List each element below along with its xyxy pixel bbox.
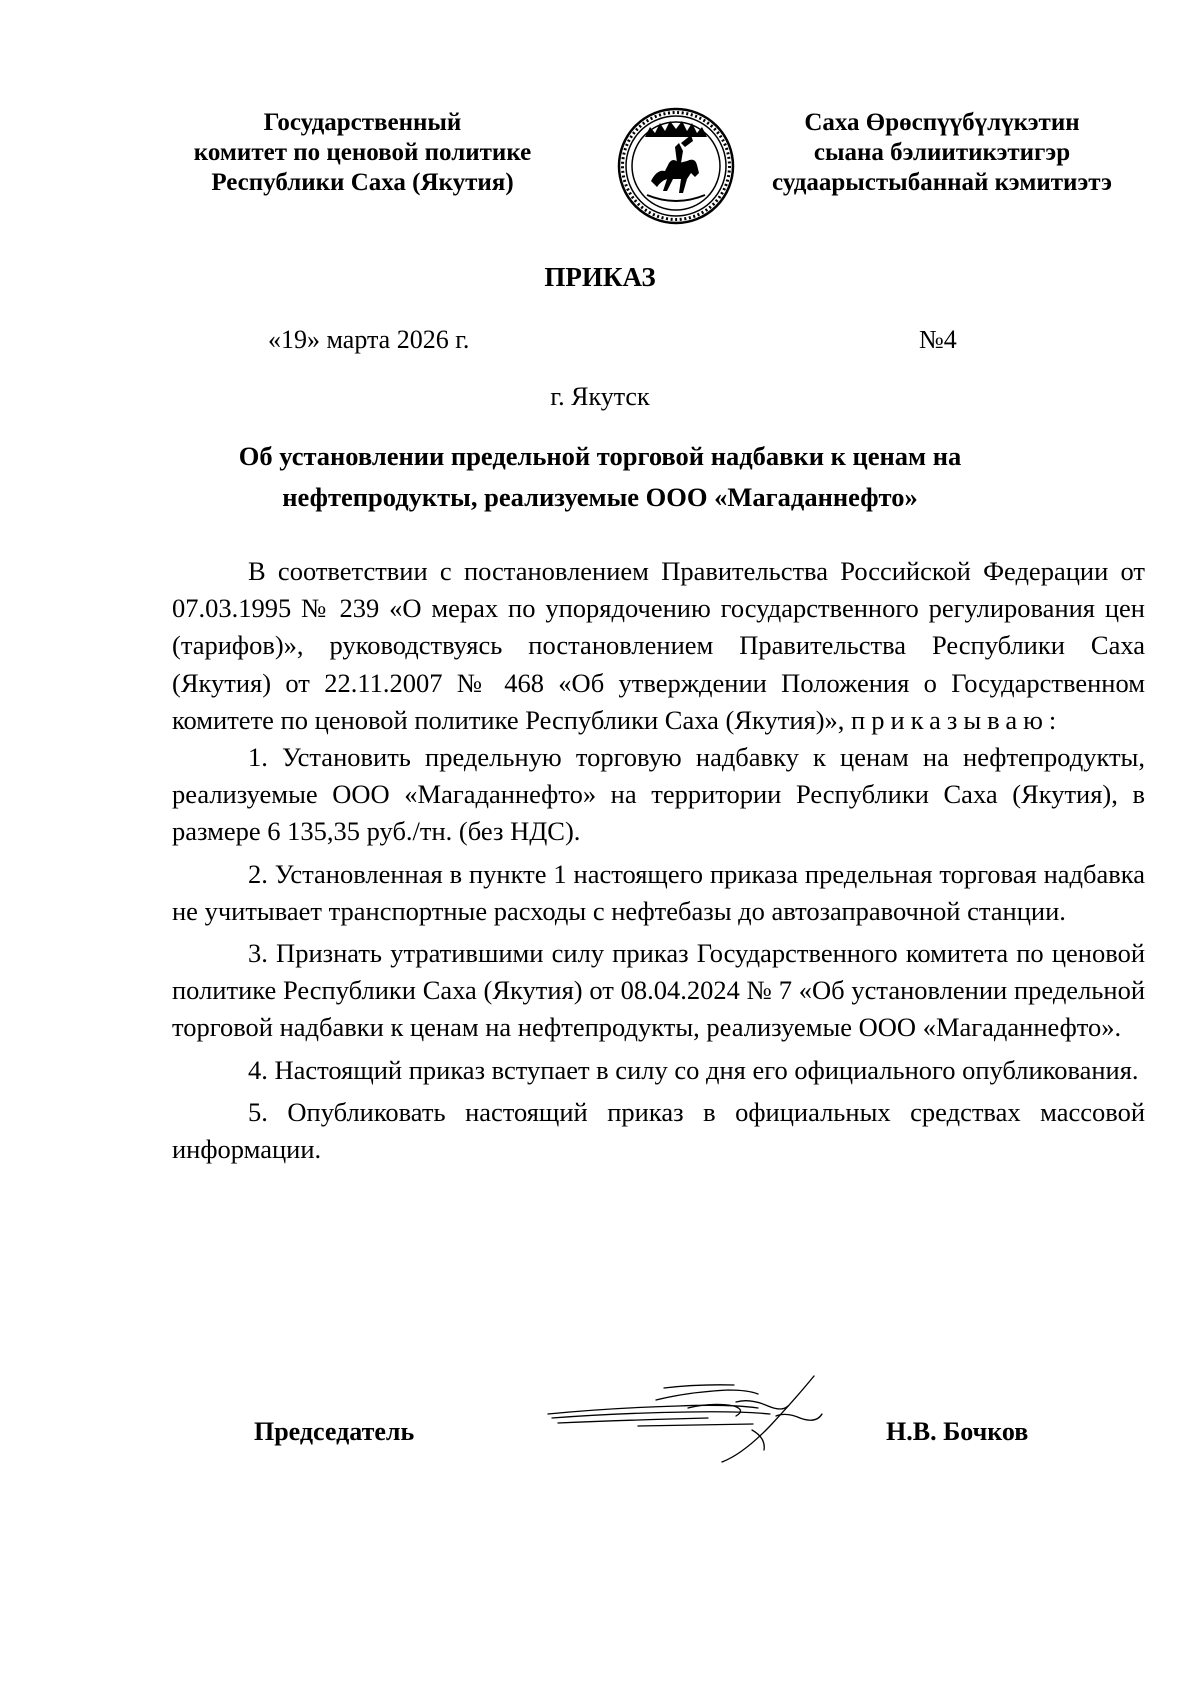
signatory-role: Председатель [254, 1417, 415, 1446]
preamble-paragraph [172, 553, 1145, 739]
order-item-3: 3. Признать утратившими силу приказ Государственного комитета по ценовой политике Республики Саха (Якутия) от 08.04.2024 № 7 «Об установлении предельной торговой надбавки к ценам на нефтепродукты, реализуемые ООО «Магаданнефто». [172, 938, 1145, 1043]
signatory-name: Н.В. Бочков [886, 1417, 1029, 1446]
document-title-line-1: Об установлении предельной торговой надбавки к ценам на [238, 441, 962, 471]
document-number: №4 [919, 325, 957, 354]
header-sah-line-1: Саха Өрөспүүбүлүкэтин [804, 109, 1080, 136]
order-item-5: 5. Опубликовать настоящий приказ в официальных средствах массовой информации. [172, 1096, 1145, 1165]
order-item-4: 4. Настоящий приказ вступает в силу со дня его официального опубликования. [248, 1054, 1139, 1085]
header-ru-line-3: Республики Саха (Якутия) [211, 169, 514, 196]
order-item-1: 1. Установить предельную торговую надбавку к ценам на нефтепродукты, реализуемые ООО «Магаданнефто» на территории Республики Саха (Якутия), в размере 6 135,35 руб./тн. (без НДС). [172, 742, 1145, 847]
header-ru [170, 108, 555, 198]
order-item-2: 2. Установленная в пункте 1 настоящего приказа предельная торговая надбавка не учитывает транспортные расходы с нефтебазы до автозаправочной станции. [172, 858, 1145, 926]
header-sah-line-2: сыана бэлиитикэтигэр [813, 139, 1071, 166]
order-word: приказываю: [851, 704, 1063, 735]
document-type: ПРИКАЗ [544, 262, 656, 292]
document-title-line-2: нефтепродукты, реализуемые ООО «Магаданнефто» [282, 482, 918, 512]
document-body [172, 553, 1145, 1168]
coat-of-arms-icon [617, 107, 735, 225]
preamble-text: В соответствии с постановлением Правительства Российской Федерации от 07.03.1995 № 239 «О мерах по упорядочению государственного регулирования цен (тарифов)», руководствуясь постановлением Правительства Республики Саха (Якутия) от 22.11.2007 № 468 «Об утверждении Положения о Государственном комитете по ценовой политике Республики Саха (Якутия)», [172, 556, 1145, 735]
document-title [200, 436, 1000, 518]
document-date: «19» марта 2026 г. [268, 325, 470, 354]
header-sah [757, 108, 1127, 198]
header-sah-line-3: судаарыстыбаннай кэмитиэтэ [772, 169, 1112, 196]
document-city: г. Якутск [550, 382, 650, 411]
header-ru-line-2: комитет по ценовой политике [193, 139, 532, 166]
header-ru-line-1: Государственный [263, 109, 462, 136]
handwritten-signature [538, 1368, 843, 1468]
